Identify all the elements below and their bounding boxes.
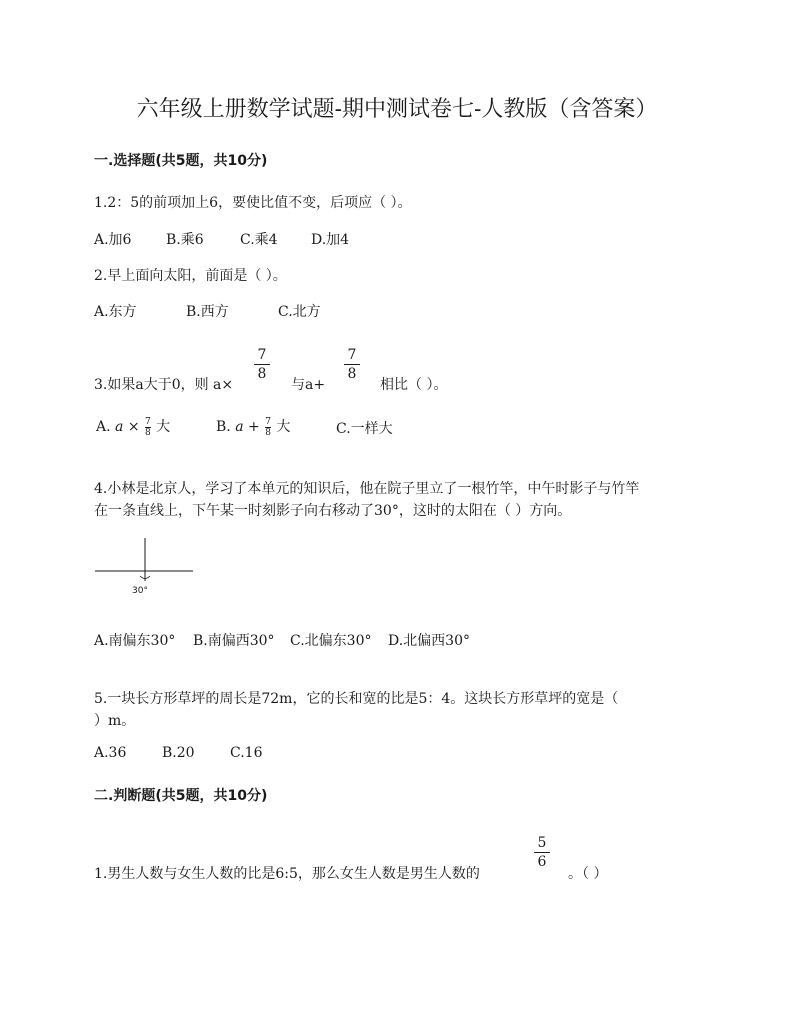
q4-option-c: C.北偏东30°	[290, 633, 372, 649]
q1-option-a: A.加6	[94, 232, 132, 248]
section-heading-judgement: 二.判断题(共5题，共10分)	[94, 788, 268, 804]
q3-option-b-fraction	[265, 417, 271, 438]
denominator: 8	[265, 427, 271, 438]
numerator: 7	[265, 416, 271, 427]
page-title: 六年级上册数学试题-期中测试卷七-人教版（含答案）	[136, 97, 658, 122]
figure-angle-label: 30°	[132, 586, 148, 596]
q3-option-b-label: B.	[216, 419, 231, 435]
q5-option-b: B.20	[162, 745, 195, 761]
q1-option-d: D.加4	[311, 232, 350, 248]
q4-option-b: B.南偏西30°	[193, 633, 275, 649]
q5-option-a: A.36	[94, 745, 127, 761]
q3-option-a-tail: 大	[151, 419, 171, 435]
j1-fraction-denominator: 6	[537, 854, 547, 870]
q1-option-b: B.乘6	[166, 232, 204, 248]
q4-option-a: A.南偏东30°	[94, 633, 176, 649]
question-3-prefix: 3.如果a大于0，则 a×	[94, 377, 234, 393]
fraction-bar	[534, 852, 550, 853]
q3-option-a-expr: a ×	[115, 419, 144, 435]
question-3-suffix: 相比（ ）。	[380, 377, 448, 393]
question-3-mid: 与a+	[291, 377, 326, 393]
question-5-line-2: ）m。	[94, 713, 136, 729]
q1-option-c: C.乘4	[240, 232, 278, 248]
q3-option-a-label: A.	[96, 419, 111, 435]
q3-option-b	[216, 416, 290, 438]
q3-fraction-1-numerator: 7	[257, 347, 267, 363]
q2-option-a: A.东方	[94, 304, 137, 320]
q3-fraction-2-numerator: 7	[347, 347, 357, 363]
q3-option-a	[96, 416, 170, 438]
q2-option-b: B.西方	[186, 304, 229, 320]
q3-fraction-2	[344, 347, 360, 382]
question-1: 1.2：5的前项加上6，要使比值不变，后项应（ ）。	[94, 195, 412, 211]
numerator: 7	[145, 416, 151, 427]
q5-option-c: C.16	[230, 745, 263, 761]
q3-fraction-1-denominator: 8	[257, 366, 267, 382]
judgement-1-suffix: 。（ ）	[568, 866, 608, 882]
q4-option-d: D.北偏西30°	[388, 633, 470, 649]
q3-fraction-1	[254, 347, 270, 382]
question-4-line-2: 在一条直线上，下午某一时刻影子向右移动了30°，这时的太阳在（ ）方向。	[94, 503, 572, 519]
fraction-bar	[254, 364, 270, 365]
question-4-line-1: 4.小林是北京人，学习了本单元的知识后，他在院子里立了一根竹竿，中午时影子与竹竿	[94, 481, 640, 497]
q3-option-c: C.一样大	[336, 421, 393, 437]
question-2: 2.早上面向太阳，前面是（ ）。	[94, 268, 287, 284]
j1-fraction-numerator: 5	[537, 835, 547, 851]
q3-option-b-expr: a +	[235, 419, 265, 435]
j1-fraction	[534, 835, 550, 870]
q2-option-c: C.北方	[278, 304, 321, 320]
denominator: 8	[145, 427, 151, 438]
q3-option-a-fraction	[145, 417, 151, 438]
fraction-bar	[344, 364, 360, 365]
judgement-1: 1.男生人数与女生人数的比是6:5，那么女生人数是男生人数的	[94, 866, 480, 882]
q3-option-b-tail: 大	[271, 419, 291, 435]
question-5-line-1: 5.一块长方形草坪的周长是72m，它的长和宽的比是5：4。这块长方形草坪的宽是（	[94, 691, 619, 707]
q3-fraction-2-denominator: 8	[347, 366, 357, 382]
section-heading-choice: 一.选择题(共5题，共10分)	[94, 153, 268, 169]
